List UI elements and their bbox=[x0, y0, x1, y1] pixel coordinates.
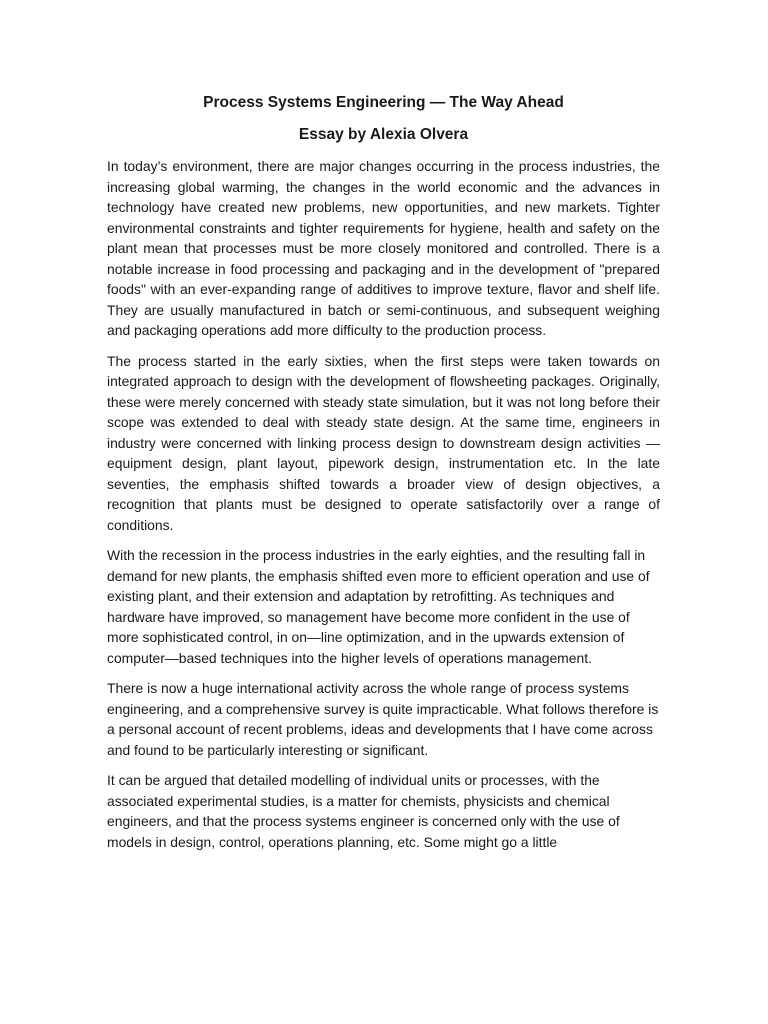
paragraph-1: In today’s environment, there are major changes occurring in the process industries, the increasing global warming, the changes in the world economic and the advances in technology have created new problems, new opportunities, and new markets. Tighter environmental constraints and tighter requirements for hygiene, health and safety on the plant mean that processes must be more closely monitored and controlled. There is a notable increase in food processing and packaging and in the development of "prepared foods" with an ever-expanding range of additives to improve texture, flavor and shelf life. They are usually manufactured in batch or semi-continuous, and subsequent weighing and packaging operations add more difficulty to the production process. bbox=[107, 158, 660, 338]
document-subtitle: Essay by Alexia Olvera bbox=[298, 126, 469, 143]
paragraph-3: With the recession in the process industries in the early eighties, and the resulting fall in demand for new plants, the emphasis shifted even more to efficient operation and use of existing plant, and their extension and adaptation by retrofitting. As techniques and hardware have improved, so management have become more confident in the use of more sophisticated control, in on—line optimization, and in the upwards extension of computer—based techniques into the higher levels of operations management. bbox=[107, 547, 650, 666]
document-page bbox=[107, 92, 660, 862]
document-title: Process Systems Engineering — The Way Ahead bbox=[203, 94, 564, 111]
paragraph-2: The process started in the early sixties, when the first steps were taken towards on integrated approach to design with the development of flowsheeting packages. Originally, these were merely concerned with steady state simulation, but it was not long before their scope was extended to deal with steady state design. At the same time, engineers in industry were concerned with linking process design to downstream design activities — equipment design, plant layout, pipework design, instrumentation etc. In the late seventies, the emphasis shifted towards a broader view of design objectives, a recognition that plants must be designed to operate satisfactorily over a range of conditions. bbox=[107, 352, 660, 533]
paragraph-5: It can be argued that detailed modelling of individual units or processes, with the associated experimental studies, is a matter for chemists, physicists and chemical engineers, and that the process systems engineer is concerned only with the use of models in design, control, operations planning, etc. Some might go a little bbox=[107, 772, 620, 850]
paragraph-4: There is now a huge international activity across the whole range of process systems engineering, and a comprehensive survey is quite impracticable. What follows therefore is a personal account of recent problems, ideas and developments that I have come across and found to be particularly interesting or significant. bbox=[107, 680, 659, 758]
